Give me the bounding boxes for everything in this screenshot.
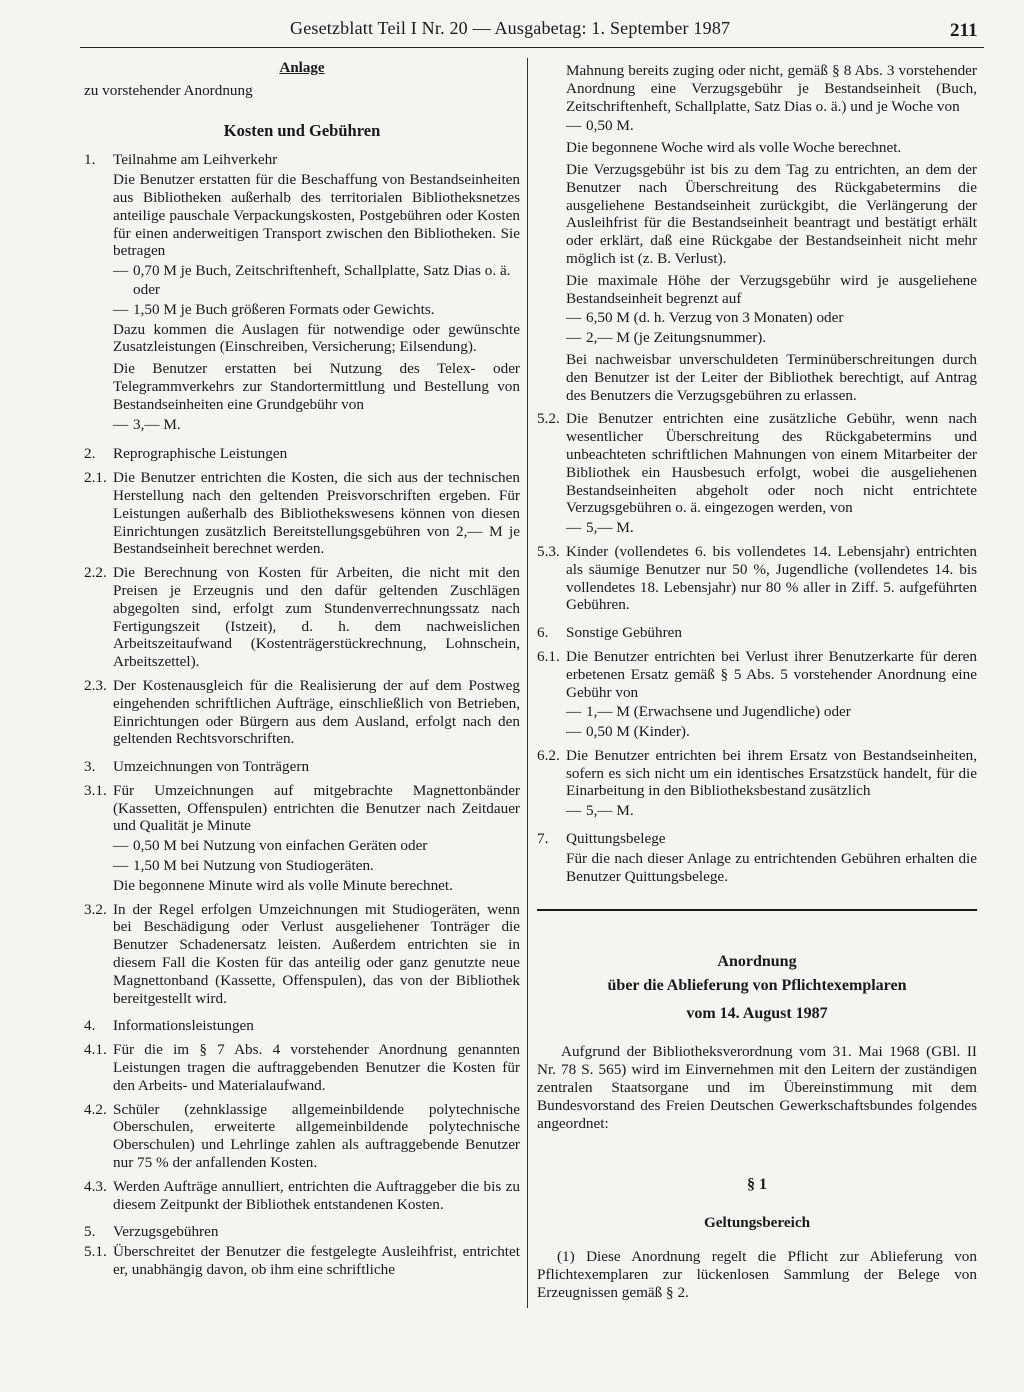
ordinance-date: vom 14. August 1987 xyxy=(686,1005,828,1023)
fee-item: — 1,50 M bei Nutzung von Studiogeräten. xyxy=(113,857,520,875)
fee-text: 1,50 M je Buch größeren Formats oder Gewichts. xyxy=(133,300,435,318)
item-number: 2.2. xyxy=(84,564,107,582)
item-5-2 xyxy=(537,410,977,517)
section-6 xyxy=(537,624,977,642)
paragraph-text: (1) Diese Anordnung regelt die Pflicht zur Ablieferung von Pflichtexemplaren zur lückenlosen Sammlung der Belege von Erzeugnissen gemäß § 2. xyxy=(537,1248,977,1301)
item-number: 2.3. xyxy=(84,676,107,694)
header-title: Gesetzblatt Teil I Nr. 20 — Ausgabetag: 1. September 1987 xyxy=(290,18,731,38)
item-number: 4.1. xyxy=(84,1041,107,1059)
section-5 xyxy=(84,1223,520,1241)
fee-text: 0,50 M (Kinder). xyxy=(586,723,690,741)
item-text: Die Benutzer entrichten die Kosten, die sich aus der technischen Herstellung nach den geltenden Preisvorschriften ergeben. Für Leistungen außerhalb des Bibliothekswesens können von diesen Einrichtungen zusätzlich Bereitstellungsgebühren von 2,— M je Bestandseinheit berechnet werden. xyxy=(113,469,520,558)
item-4-1 xyxy=(84,1041,520,1094)
section-heading: Quittungsbelege xyxy=(566,830,666,848)
item-text: Die Benutzer entrichten bei ihrem Ersatz von Bestandseinheiten, sofern es sich nicht um ein identisches Ersatzstück handelt, für die Einarbeitung in den Bibliotheksbestand zusätzlich xyxy=(566,746,977,800)
paragraph: Dazu kommen die Auslagen für notwendige oder gewünschte Zusatzleistungen (Einschreiben, Versicherung; Eilsendung). xyxy=(113,320,520,356)
item-text: Schüler (zehnklassige allgemeinbildende polytechnische Oberschulen, erweiterte allgemeinbildende polytechnische Oberschulen) und Lehrlinge zahlen als auftraggebende Benutzer nur 75 % der anfallenden Kosten. xyxy=(113,1100,520,1172)
section-2 xyxy=(84,445,520,463)
section-heading: Informationsleistungen xyxy=(113,1017,254,1035)
item-number: 6.2. xyxy=(537,746,560,764)
page-number: 211 xyxy=(950,20,978,41)
section-4 xyxy=(84,1017,520,1035)
section-number: 5. xyxy=(84,1223,96,1241)
item-number: 4.3. xyxy=(84,1177,107,1195)
fee-item: — 3,— M. xyxy=(113,416,520,434)
item-text: Überschreitet der Benutzer die festgelegte Ausleihfrist, entrichtet er, unabhängig davon, ob ihm eine schriftliche xyxy=(113,1243,520,1279)
item-text: Werden Aufträge annulliert, entrichten die Auftraggeber die bis zu diesem Zeitpunkt der Bibliothek entstandenen Kosten. xyxy=(113,1177,520,1213)
fee-item: — 2,— M (je Zeitungsnummer). xyxy=(566,329,977,347)
fee-text: 5,— M. xyxy=(586,519,634,537)
item-number: 3.2. xyxy=(84,900,107,918)
section-title: Kosten und Gebühren xyxy=(223,120,381,140)
anlage-subheading: zu vorstehender Anordnung xyxy=(84,81,253,99)
paragraph: Mahnung bereits zuging oder nicht, gemäß § 8 Abs. 3 vorstehender Anordnung eine Verzugsgebühr je Bestandseinheit (Buch, Zeitschriftenheft, Schallplatte, Satz Dias o. ä.) und je Woche von xyxy=(566,62,977,115)
item-3-2 xyxy=(84,901,520,1008)
item-text: Kinder (vollendetes 6. bis vollendetes 14. Lebensjahr) entrichten als säumige Benutzer nur 50 %, Jugendliche (vollendetes 14. bis vollendetes 18. Lebensjahr) nur 80 % aller in Ziff. 5. aufgeführten Gebühren. xyxy=(566,542,977,614)
fee-item: — 6,50 M (d. h. Verzug von 3 Monaten) oder xyxy=(566,309,977,327)
ordinance-subtitle: über die Ablieferung von Pflichtexemplaren xyxy=(607,977,907,995)
section-number: 2. xyxy=(84,445,96,463)
fee-item: — 1,50 M je Buch größeren Formats oder Gewichts. xyxy=(113,301,520,319)
fee-item: — 0,50 M bei Nutzung von einfachen Geräten oder xyxy=(113,837,520,855)
paragraph: Die begonnene Woche wird als volle Woche berechnet. xyxy=(566,139,902,157)
paragraph: Die Benutzer erstatten bei Nutzung des Telex- oder Telegrammverkehrs zur Standortermittlung und Bestellung von Bestandseinheiten eine Grundgebühr von xyxy=(113,360,520,413)
conjunction: oder xyxy=(133,280,160,298)
section-7 xyxy=(537,830,977,848)
section-heading: Reprographische Leistungen xyxy=(113,445,288,463)
fee-text: 0,50 M bei Nutzung von einfachen Geräten oder xyxy=(133,837,428,855)
paragraph-title: Geltungsbereich xyxy=(703,1214,811,1232)
item-number: 5.2. xyxy=(537,410,560,428)
section-number: 4. xyxy=(84,1017,96,1035)
section-1 xyxy=(84,151,520,169)
fee-item: — 5,— M. xyxy=(566,802,977,820)
item-2-1 xyxy=(84,469,520,558)
section-number: 3. xyxy=(84,758,96,776)
item-text: Der Kostenausgleich für die Realisierung der auf dem Postweg eingehenden schriftlichen Aufträge, einschließlich von Betrieben, Einrichtungen oder Bürgern aus dem Ausland, erfolgt nach den geltenden Rechtsvorschriften. xyxy=(113,676,520,748)
section-heading: Umzeichnungen von Tonträgern xyxy=(113,758,310,776)
paragraph-number: § 1 xyxy=(747,1176,767,1194)
fee-item: — 0,50 M. xyxy=(566,117,977,135)
preamble: Aufgrund der Bibliotheksverordnung vom 31. Mai 1968 (GBl. II Nr. 78 S. 565) wird im Einvernehmen mit den Leitern der zuständigen zentralen Staatsorgane und im Übereinstimmung mit dem Bundesvorstand des Freien Deutschen Gewerkschaftsbundes folgendes angeordnet: xyxy=(537,1043,977,1132)
fee-text: 0,50 M. xyxy=(586,117,634,135)
section-number: 6. xyxy=(537,624,549,642)
fee-text: 0,70 M je Buch, Zeitschriftenheft, Schallplatte, Satz Dias o. ä. xyxy=(133,262,511,280)
ordinance-title: Anordnung xyxy=(717,953,797,971)
item-number: 5.1. xyxy=(84,1243,107,1261)
item-2-3 xyxy=(84,677,520,748)
item-text: Die Berechnung von Kosten für Arbeiten, die nicht mit den Preisen je Erzeugnis und den dafür geltenden Zuschlägen abgegolten sind, erfolgt zum Stundenverrechnungssatz nach Fertigungszeit (Istzeit), d. h. dem nachweislichen Arbeitszeitaufwand (Kostenträgerstückrechnung, Lohnschein, Arbeitszettel). xyxy=(113,564,520,671)
item-5-1 xyxy=(84,1243,520,1279)
item-6-2 xyxy=(537,747,977,800)
item-number: 3.1. xyxy=(84,781,107,799)
section-heading: Teilnahme am Leihverkehr xyxy=(113,151,278,169)
paragraph: Die maximale Höhe der Verzugsgebühr wird je ausgeliehene Bestandseinheit begrenzt auf xyxy=(566,271,977,307)
section-heading: Verzugsgebühren xyxy=(113,1223,219,1241)
fee-item: — 0,50 M (Kinder). xyxy=(566,723,977,741)
paragraph: Die Benutzer erstatten für die Beschaffung von Bestandseinheiten aus Bibliotheken außerhalb des territorialen Bibliotheksnetzes anteilige pauschale Verpackungskosten, Postgebühren oder Kosten für einen anderweitigen Transport zwischen den Bibliotheken. Sie betragen xyxy=(113,171,520,260)
item-text: Für die im § 7 Abs. 4 vorstehender Anordnung genannten Leistungen tragen die auftraggebenden Benutzer die Kosten für den Arbeits- und Materialaufwand. xyxy=(113,1041,520,1094)
fee-item: — 0,70 M je Buch, Zeitschriftenheft, Schallplatte, Satz Dias o. ä. xyxy=(113,262,520,280)
item-number: 6.1. xyxy=(537,647,560,665)
right-column xyxy=(537,62,977,1301)
item-text: In der Regel erfolgen Umzeichnungen mit Studiogeräten, wenn bei Beschädigung oder Verlust ausgeliehener Tonträger die Benutzer Schadenersatz leisten. Außerdem entrichten sie in diesem Fall die Kosten für das anteilig oder ganz genutzte neue Magnettonband (Kassette, Offenspulen), das von der Bibliothek bereitgestellt wird. xyxy=(113,900,520,1007)
section-number: 1. xyxy=(84,151,96,169)
section-3 xyxy=(84,758,520,776)
item-text: Für Umzeichnungen auf mitgebrachte Magnettonbänder (Kassetten, Offenspulen) entrichten die Benutzer nach Zeitdauer und Qualität je Minute xyxy=(113,781,520,835)
paragraph: Die Verzugsgebühr ist bis zu dem Tag zu entrichten, an dem der Benutzer nach Überschreitung des Rückgabetermins die ausgeliehene Bestandseinheit zurückgibt, die Verlängerung der Ausleihfrist für die Bestandseinheit beantragt und bestätigt erhält oder erklärt, daß eine Rückgabe der Bestandseinheit nicht mehr möglich ist (z. B. Verlust). xyxy=(566,160,977,267)
paragraph: Für die nach dieser Anlage zu entrichtenden Gebühren erhalten die Benutzer Quittungsbelege. xyxy=(566,849,977,885)
item-number: 2.1. xyxy=(84,469,107,487)
fee-text: 6,50 M (d. h. Verzug von 3 Monaten) oder xyxy=(586,309,844,327)
fee-text: 1,— M (Erwachsene und Jugendliche) oder xyxy=(586,703,851,721)
item-text: Die Benutzer entrichten bei Verlust ihrer Benutzerkarte für deren erbetenen Ersatz gemäß § 5 Abs. 5 vorstehender Anordnung eine Gebühr von xyxy=(566,647,977,701)
fee-item: — 1,— M (Erwachsene und Jugendliche) oder xyxy=(566,703,977,721)
item-5-3 xyxy=(537,543,977,614)
item-number: 5.3. xyxy=(537,542,560,560)
fee-text: 1,50 M bei Nutzung von Studiogeräten. xyxy=(133,857,374,875)
left-column xyxy=(84,60,520,1279)
fee-text: 5,— M. xyxy=(586,802,634,820)
item-6-1 xyxy=(537,648,977,701)
item-text: Die Benutzer entrichten eine zusätzliche Gebühr, wenn nach wesentlicher Überschreitung des Rückgabetermins und unbeachteten schriftlichen Mahnungen von einem Mitarbeiter der Bibliothek ein Hausbesuch erfolgt, wobei die ausgeliehenen Bestandseinheiten abgeholt oder noch nicht entrichtete Verzugsgebühren o. ä. eingezogen werden, von xyxy=(566,410,977,517)
section-heading: Sonstige Gebühren xyxy=(566,624,682,642)
item-number: 4.2. xyxy=(84,1100,107,1118)
header-rule xyxy=(80,47,984,48)
section-number: 7. xyxy=(537,830,549,848)
fee-text: 2,— M (je Zeitungsnummer). xyxy=(586,329,767,347)
item-2-2 xyxy=(84,564,520,671)
page-header xyxy=(0,18,1024,48)
fee-text: 3,— M. xyxy=(133,415,181,433)
paragraph: Bei nachweisbar unverschuldeten Terminüberschreitungen durch den Benutzer ist der Leiter der Bibliothek berechtigt, auf Antrag des Benutzers die Verzugsgebühren zu erlassen. xyxy=(566,350,977,404)
item-3-1 xyxy=(84,782,520,835)
paragraph: Die begonnene Minute wird als volle Minute berechnet. xyxy=(113,876,453,894)
anlage-heading: Anlage xyxy=(279,60,325,76)
item-4-3 xyxy=(84,1178,520,1214)
item-4-2 xyxy=(84,1101,520,1172)
section-separator xyxy=(537,909,977,911)
column-divider xyxy=(527,58,528,1308)
fee-item: — 5,— M. xyxy=(566,519,977,537)
